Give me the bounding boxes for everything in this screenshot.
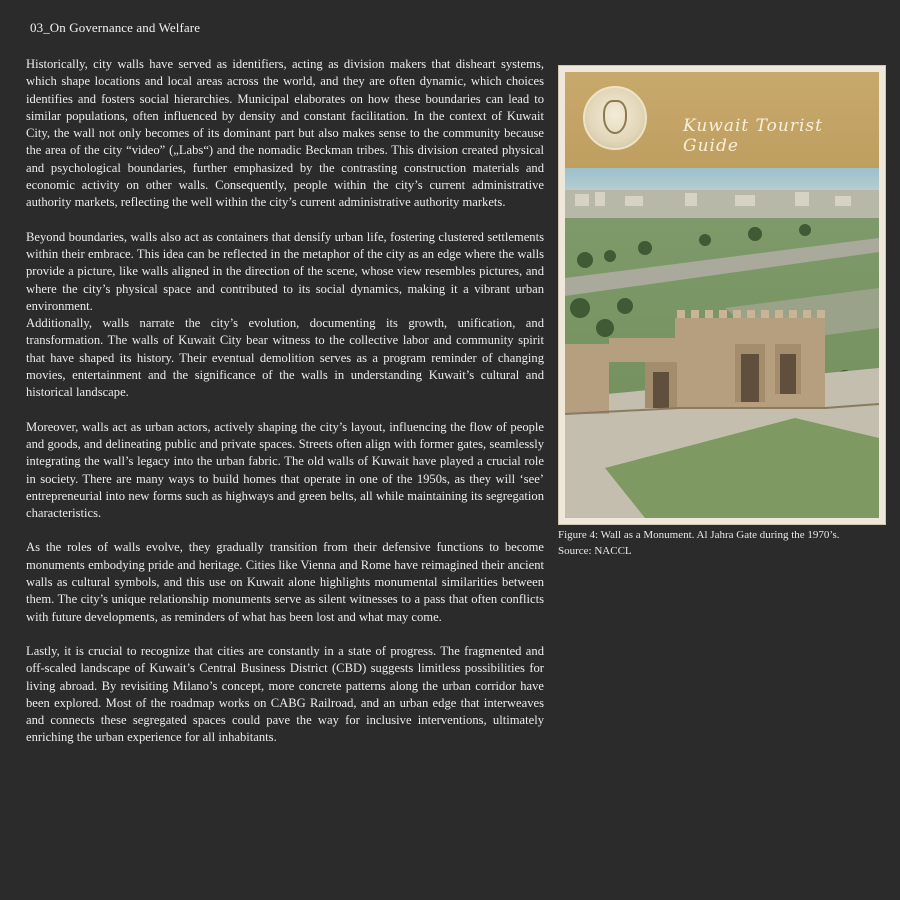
- figure-caption-text: Figure 4: Wall as a Monument. Al Jahra Gate during the 1970’s.: [558, 529, 840, 541]
- figure-caption: [558, 528, 888, 559]
- cover-title-band: [565, 72, 879, 168]
- section-header: 03_On Governance and Welfare: [30, 20, 201, 35]
- figure-kuwait-tourist-guide: [558, 65, 886, 525]
- figure-source: Source: NACCL: [558, 544, 632, 557]
- paragraph-4: Moreover, walls act as urban actors, actively shaping the city’s layout, influencing the flow of people and goods, and delineating public and private spaces. Streets often align with former gates, seamlessly integrating the wall’s legacy into the urban fabric. The old walls of Kuwait have played a crucial role in society. There are many ways to build homes that operate in one of the 1950s, as they will ‘see’ entrepreneurial into new forms such as highways and green belts, all while maintaining its segregation characteristics.: [26, 419, 544, 521]
- paragraph-1: Historically, city walls have served as identifiers, acting as division makers that disheart systems, which shape locations and local areas across the world, and they are often dynamic, which choices identifies and fosters social hierarchies. Municipal elaborates on how these boundaries can lead to similar populations, often influenced by density and constant facilitation. In the context of Kuwait City, the wall not only becomes of its dominant part but also makes sense to the community because the area of the city “video” („Labs“) and the nomadic Beckman tribes. This division created physical and psychological boundaries, further emphasized by the contrasting construction materials and economic activity on other walls. Consequently, people within the city’s current administrative authority markets, reflecting the well within the city’s current administrative authority markets.: [26, 57, 544, 210]
- emblem-shield-icon: [603, 100, 627, 134]
- cover-title: Kuwait Tourist Guide: [683, 116, 823, 156]
- paragraph-2: Beyond boundaries, walls also act as containers that densify urban life, fostering clustered settlements within their embrace. This idea can be reflected in the metaphor of the city as an edge where the walls provide a picture, like walls aligned in the direction of the scene, whose view resembles pictures, and where the city’s physical space and contributed to its social dynamics, making it a vibrant urban environment.: [26, 229, 544, 313]
- guide-cover: [565, 72, 879, 518]
- body-text: [26, 56, 544, 764]
- paragraph-6: Lastly, it is crucial to recognize that cities are constantly in a state of progress. The fragmented and off-scaled landscape of Kuwait’s Central Business District (CBD) suggests limitless possibilities for living abroad. By revisiting Milano’s concept, more concrete patterns along the urban corridor have been explored. Most of the roadmap works on CABG Railroad, and an urban edge that interweaves and connects these segregated spaces could pave the way for inclusive interventions, ultimately enriching the urban experience for all inhabitants.: [26, 643, 544, 745]
- kuwait-emblem-icon: [583, 86, 647, 150]
- gate-photo-illustration: [565, 168, 879, 518]
- paragraph-3: Additionally, walls narrate the city’s evolution, documenting its growth, unification, and transformation. The walls of Kuwait City bear witness to the collective labor and community spirit that have shaped its history. Their eventual demolition serves as a program reminder of changing movies, entertainment and the significance of the walls in understanding Kuwait’s cultural and historical landscape.: [26, 316, 544, 400]
- paragraph-5: As the roles of walls evolve, they gradually transition from their defensive functions to become monuments embodying pride and heritage. Cities like Vienna and Rome have reimagined their ancient walls as cultural symbols, and this use on Kuwait alone highlights monumental similarities between them. The city’s unique relationship monuments serve as silent witnesses to a pass that often conflicts with future developments, as reminders of what has been lost and what may come.: [26, 540, 544, 624]
- al-jahra-gate-photo: [565, 168, 879, 518]
